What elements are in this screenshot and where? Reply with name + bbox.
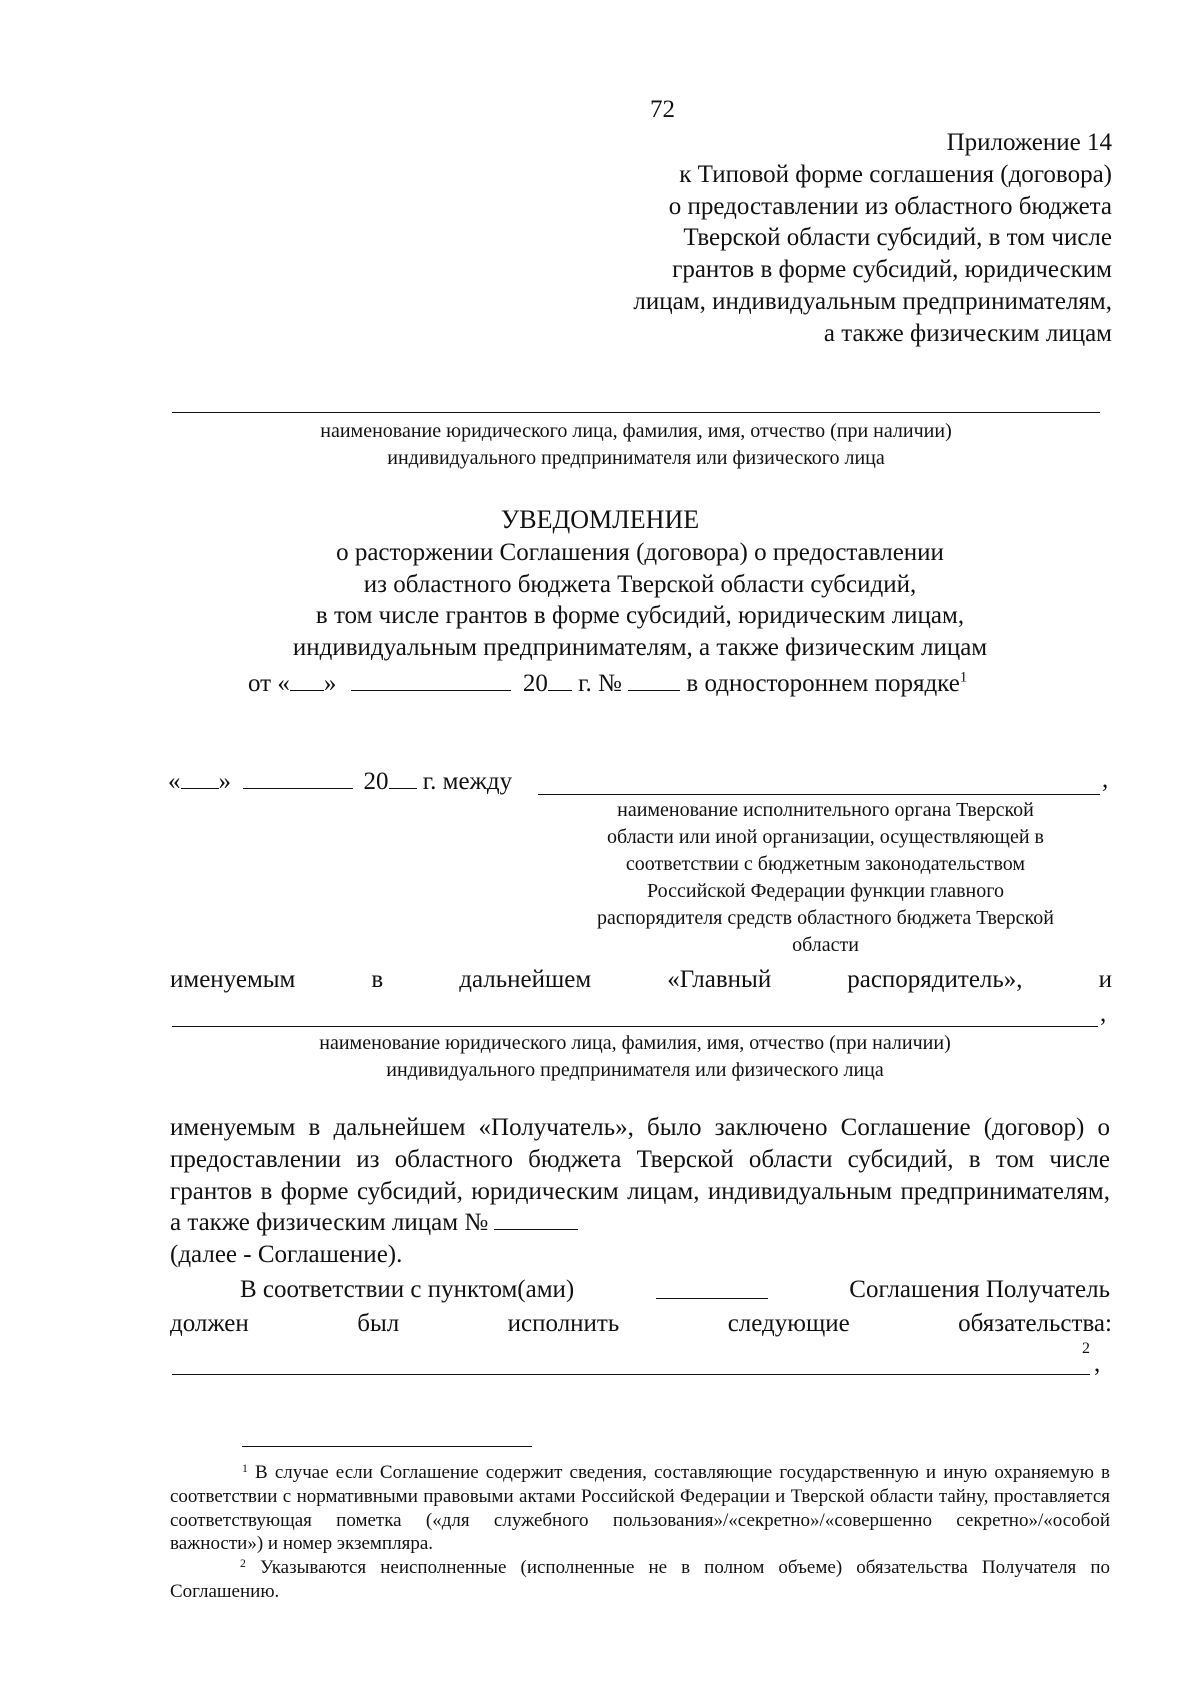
appendix-line: Тверской области субсидий, в том числе [683, 224, 1112, 252]
footnote-separator [242, 1446, 532, 1447]
word: обязательства: [958, 1310, 1112, 1337]
word: именуемым [170, 966, 296, 993]
footnotes [170, 1461, 1110, 1604]
obligations-comma: , [1094, 1350, 1101, 1377]
open-quote: « [168, 768, 181, 795]
word: «Главный [667, 966, 772, 993]
year-blank [389, 766, 417, 789]
year-suffix: г. № [578, 670, 622, 697]
footnote-text: Указываются неисполненные (исполненные не в полном объеме) обязательства Получателя по Соглашению. [170, 1557, 1111, 1602]
word: распорядитель», [847, 966, 1023, 993]
authority-caption [538, 797, 1113, 959]
notice-line: о расторжении Соглашения (договора) о предоставлении [336, 539, 944, 566]
close-quote: » [218, 768, 231, 795]
obligations-line [172, 1374, 1090, 1375]
notice-title: УВЕДОМЛЕНИЕ [500, 505, 700, 534]
year-blank [548, 668, 572, 691]
footnote-text: В случае если Соглашение содержит сведения, составляющие государственную и иную охраняемую в соответствии с нормативными правовыми актами Российской Федерации и Тверской области тайну, проставляется соответствующая пометка («для служебного пользования»/«секретно»/«совершенно секретно»/«особой важности») и номер экземпляра. [170, 1462, 1110, 1555]
notice-line: индивидуальным предпринимателям, а также физическим лицам [292, 633, 988, 661]
paragraph-text [170, 1112, 1110, 1239]
authority-name-line [538, 794, 1100, 795]
notice-subtitle [110, 537, 1170, 663]
obligations-row [170, 1310, 1112, 1338]
paragraph-1-end: (далее - Соглашение). [170, 1241, 403, 1269]
caption-line: наименование исполнительного органа Тверской [617, 799, 1034, 821]
year-prefix: 20 [522, 670, 548, 697]
agreement-number-blank [494, 1207, 578, 1230]
appendix-line: грантов в форме субсидий, юридическим [672, 256, 1112, 284]
from-label: от « [248, 670, 290, 697]
notice-line: в том числе грантов в форме субсидий, юридическим лицам, [315, 602, 965, 629]
caption-line: наименование юридического лица, фамилия, имя, отчество (при наличии) [319, 1032, 951, 1054]
recipient-line-comma: , [1100, 1000, 1107, 1027]
footnote-mark: 2 [240, 1557, 246, 1571]
agreement-date-line [168, 766, 512, 796]
caption-line: индивидуального предпринимателя или физического лица [387, 447, 885, 469]
appendix-line: лицам, индивидуальным предпринимателям, [633, 287, 1112, 315]
notice-tail: в одностороннем порядке [686, 670, 960, 697]
appendix-line: к Типовой форме соглашения (договора) [679, 160, 1112, 188]
caption-line: Российской Федерации функции главного [647, 880, 1004, 902]
recipient-name-caption-2 [172, 1030, 1098, 1084]
appendix-header [633, 127, 1112, 350]
notice-line: из областного бюджета Тверской области субсидий, [363, 570, 917, 598]
footnote-ref-2: 2 [1082, 1340, 1090, 1357]
caption-line: распорядителя средств областного бюджета Тверской [597, 907, 1054, 929]
paragraph-1-text: именуемым в дальнейшем «Получатель», было заключено Соглашение (договор) о предоставлении из областного бюджета Тверской области субсидий, в том числе грантов в форме субсидий, юридическим лицам, индивидуальным предпринимателям, а также физическим лицам № [170, 1114, 1110, 1237]
caption-line: соответствии с бюджетным законодательством [625, 853, 1026, 875]
month-blank [351, 668, 511, 691]
day-blank [290, 668, 324, 691]
caption-line: индивидуального предпринимателя или физического лица [386, 1059, 884, 1081]
caption-line: области [792, 934, 859, 956]
word: и [1098, 966, 1112, 993]
footnote-ref-1: 1 [959, 669, 968, 686]
close-quote: » [323, 670, 337, 697]
recipient-name-line [172, 412, 1100, 413]
footnote-mark: 1 [242, 1462, 248, 1475]
clause-blank [656, 1276, 768, 1299]
appendix-line: а также физическим лицам [823, 319, 1112, 347]
paragraph-2-line [240, 1276, 1110, 1304]
footnote-2 [170, 1556, 1110, 1604]
recipient-name-line-2 [172, 1026, 1098, 1027]
word: был [357, 1310, 400, 1337]
recipient-name-caption [172, 418, 1100, 472]
word: в [371, 966, 384, 993]
number-blank [628, 668, 680, 691]
word: исполнить [507, 1310, 620, 1337]
caption-line: области или иной организации, осуществляющей в [607, 826, 1044, 848]
notice-date-line [248, 668, 967, 698]
word: следующие [727, 1310, 850, 1337]
word: должен [170, 1310, 249, 1337]
body-paragraph-1 [170, 1112, 1110, 1271]
year-prefix: 20 [363, 768, 389, 795]
footnote-1 [170, 1461, 1110, 1556]
appendix-line: Приложение 14 [946, 129, 1112, 156]
page-number: 72 [650, 96, 675, 123]
between-label: г. между [422, 768, 513, 795]
paragraph-2-start: В соответствии с пунктом(ами) [240, 1276, 575, 1303]
caption-line: наименование юридического лица, фамилия, имя, отчество (при наличии) [320, 420, 952, 442]
paragraph-2-mid: Соглашения Получатель [849, 1276, 1110, 1303]
named-main-row [170, 966, 1112, 994]
word: дальнейшем [459, 966, 592, 993]
day-blank [181, 766, 219, 789]
month-blank [243, 766, 353, 789]
authority-line-comma: , [1102, 766, 1109, 793]
appendix-line: о предоставлении из областного бюджета [668, 192, 1112, 220]
